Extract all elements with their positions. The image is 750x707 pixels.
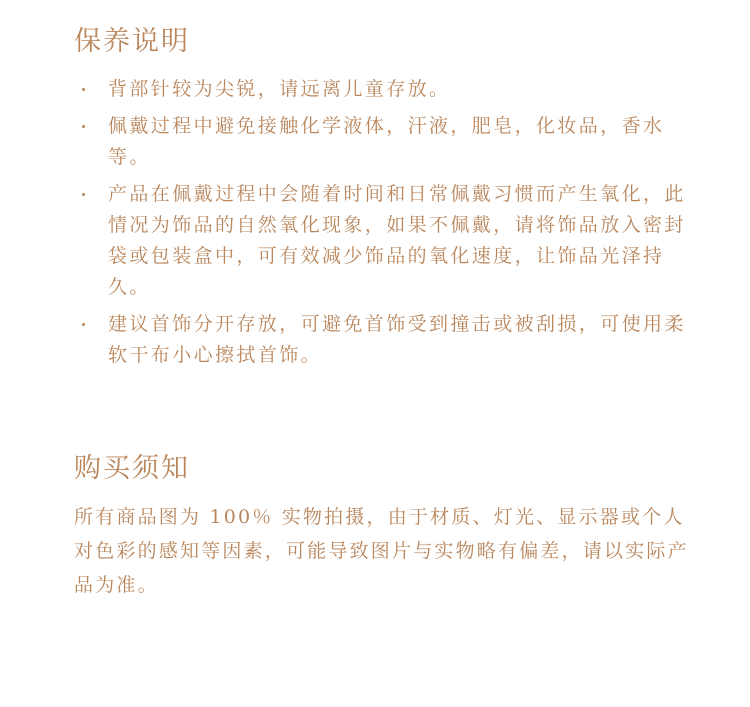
care-item-text: 产品在佩戴过程中会随着时间和日常佩戴习惯而产生氧化，此情况为饰品的自然氧化现象，如果不佩戴，请将饰品放入密封袋或包装盒中，可有效减少饰品的氧化速度，让饰品光泽持久。 (108, 183, 686, 298)
purchase-notice-title: 购买须知 (74, 453, 190, 484)
list-item (74, 74, 694, 105)
purchase-notice-text: 所有商品图为 100％ 实物拍摄，由于材质、灯光、显示器或个人对色彩的感知等因素，可能导致图片与实物略有偏差，请以实际产品为准。 (74, 506, 689, 596)
list-item (74, 309, 694, 371)
care-item-text: 建议首饰分开存放，可避免首饰受到撞击或被刮损，可使用柔软干布小心擦拭首饰。 (108, 313, 686, 366)
care-item-text: 背部针较为尖锐，请远离儿童存放。 (108, 78, 451, 100)
bullet-icon (82, 125, 85, 128)
bullet-icon (82, 88, 85, 91)
bullet-icon (82, 323, 85, 326)
care-instructions-title: 保养说明 (74, 26, 190, 57)
care-item-text: 佩戴过程中避免接触化学液体，汗液，肥皂，化妆品，香水等。 (108, 115, 665, 168)
list-item (74, 179, 694, 303)
care-instructions-list (74, 74, 694, 377)
list-item (74, 111, 694, 173)
bullet-icon (82, 193, 85, 196)
